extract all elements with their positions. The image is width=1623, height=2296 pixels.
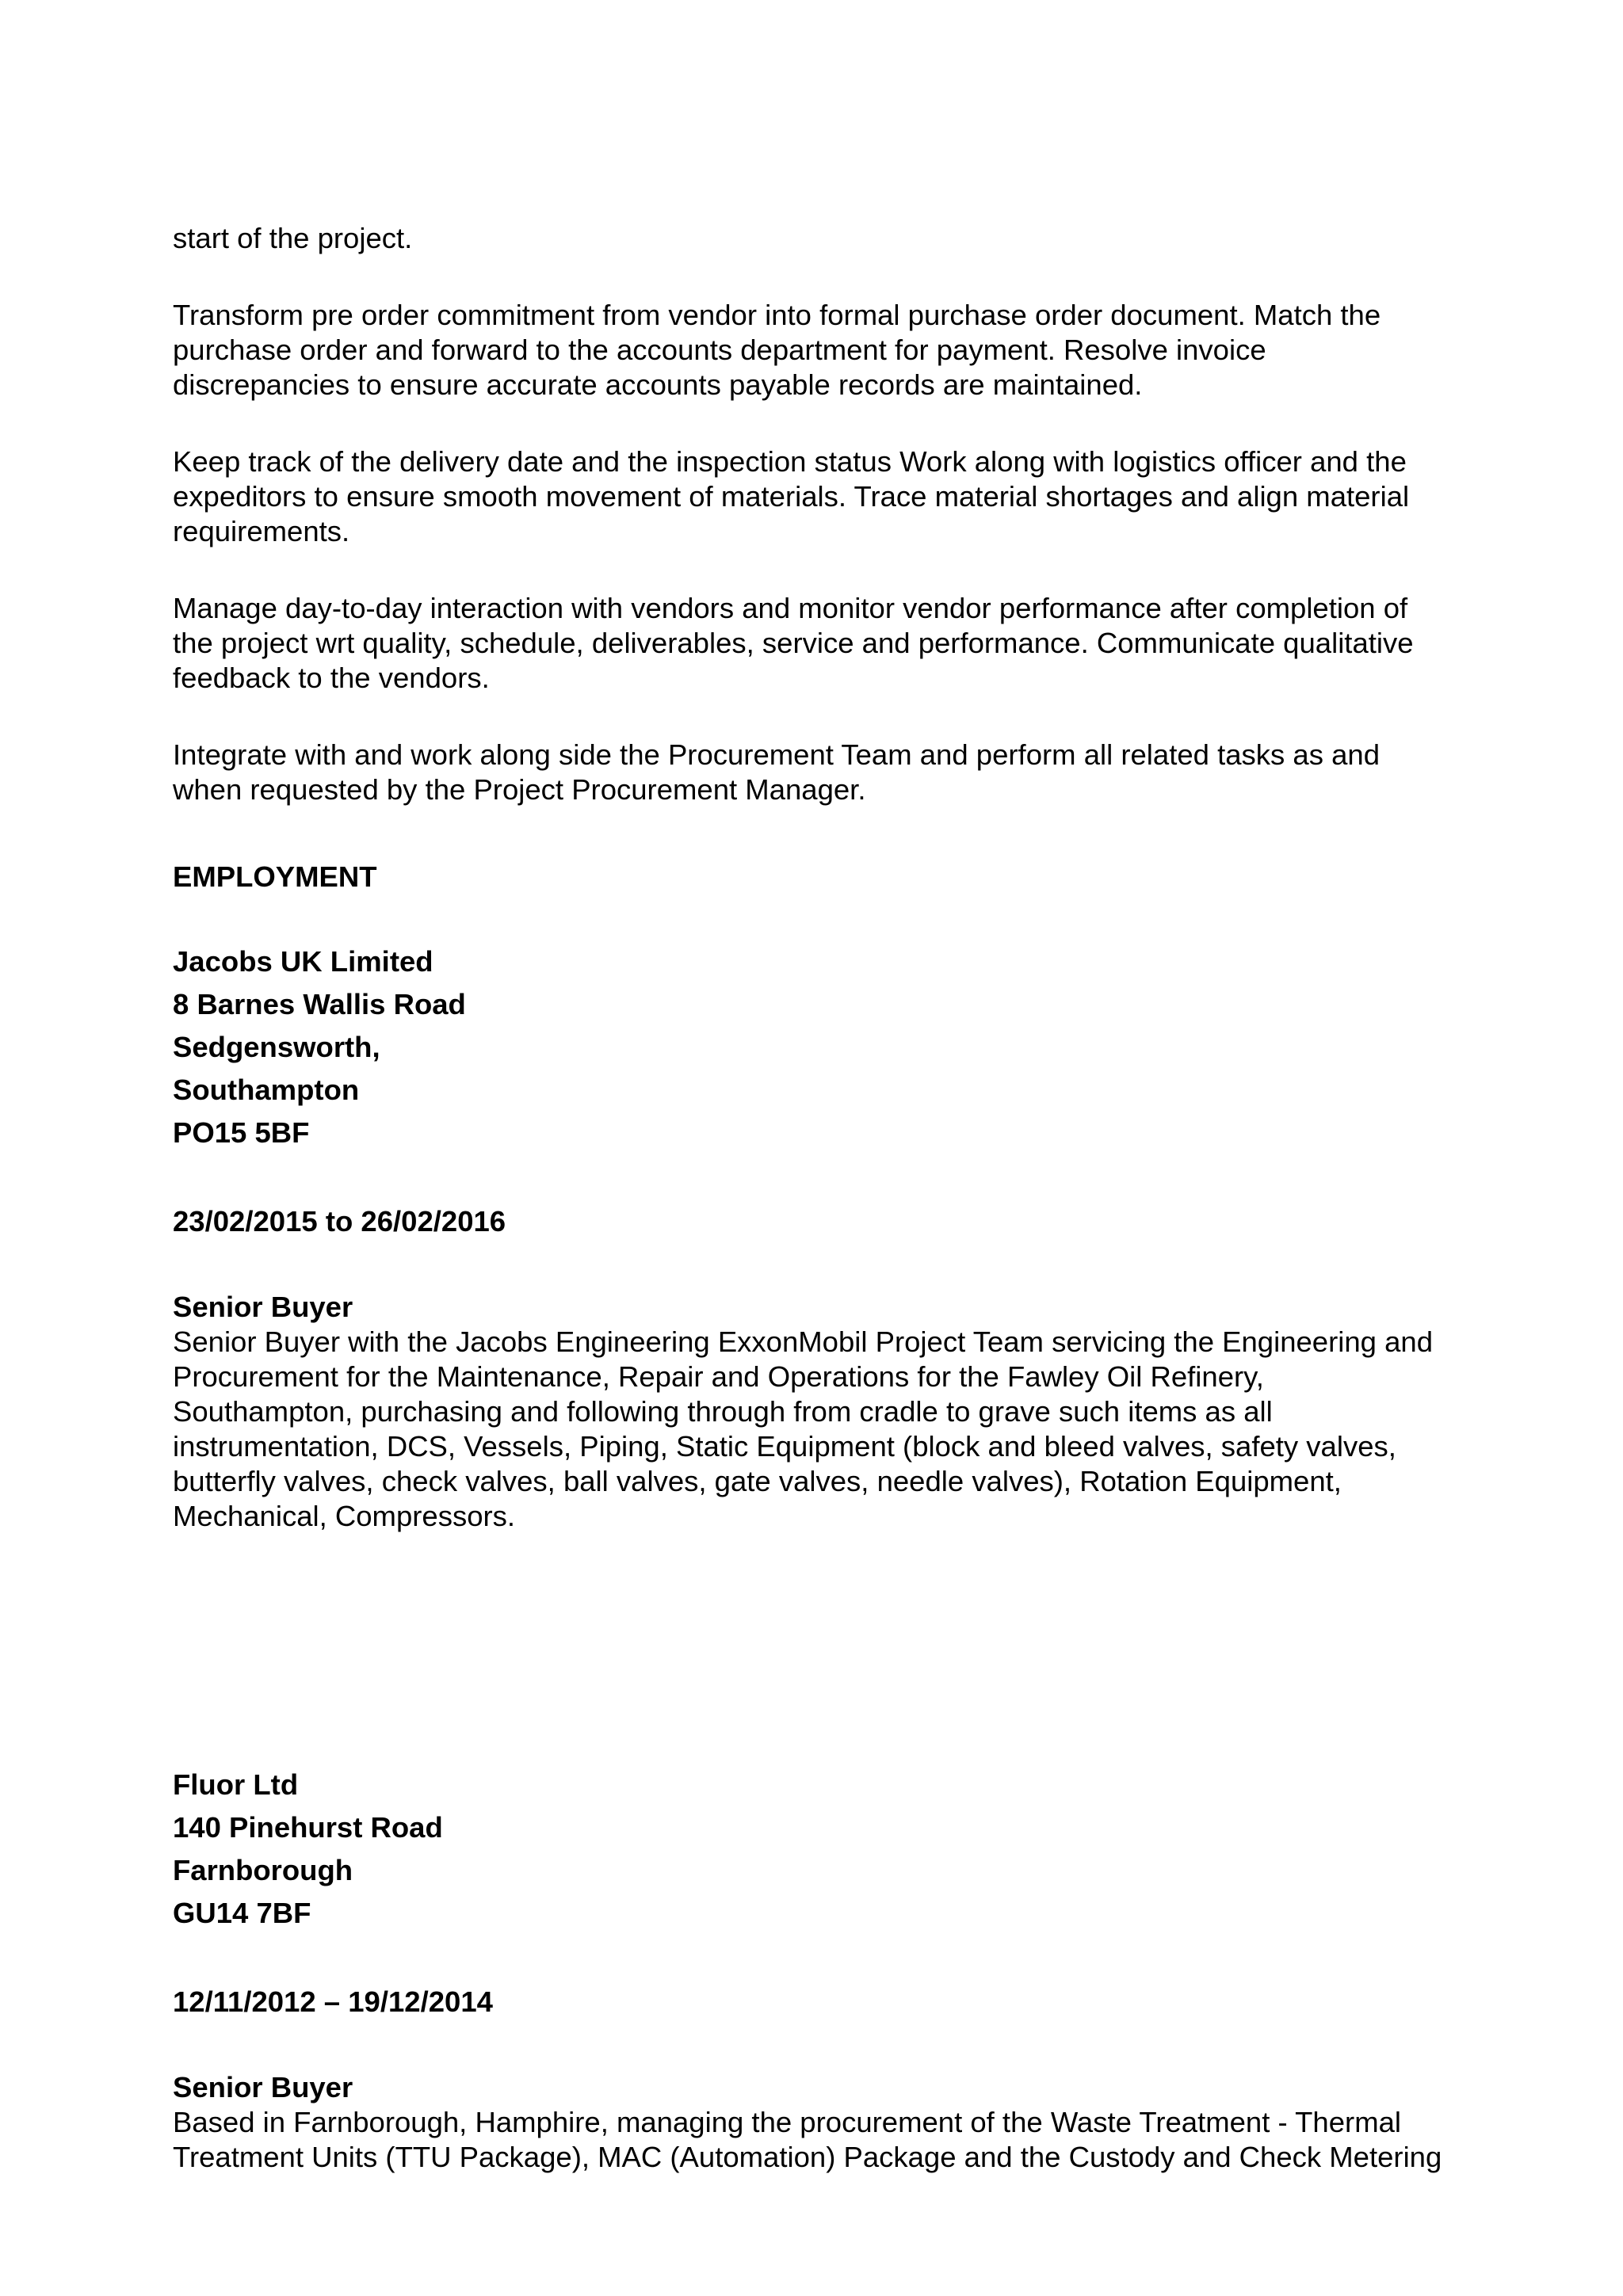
employment-heading: EMPLOYMENT bbox=[173, 860, 377, 893]
paragraph-line: Manage day-to-day interaction with vendors and monitor vendor performance after completion of bbox=[173, 592, 1408, 624]
address-line: 140 Pinehurst Road bbox=[173, 1811, 443, 1844]
job-1-employer-address bbox=[173, 940, 466, 1154]
job-2-title: Senior Buyer bbox=[173, 2071, 353, 2103]
job-1-description bbox=[173, 1325, 1504, 1534]
paragraph-line: Transform pre order commitment from vendor into formal purchase order document. Match the bbox=[173, 299, 1381, 331]
paragraph-line: when requested by the Project Procurement Manager. bbox=[173, 773, 866, 806]
paragraph-line: Integrate with and work along side the Procurement Team and perform all related tasks as and bbox=[173, 738, 1381, 771]
job-2-dates: 12/11/2012 – 19/12/2014 bbox=[173, 1985, 493, 2018]
description-line: Senior Buyer with the Jacobs Engineering ExxonMobil Project Team servicing the Engineering and bbox=[173, 1325, 1433, 1358]
description-line: Mechanical, Compressors. bbox=[173, 1500, 516, 1532]
job-2-employer-address bbox=[173, 1764, 443, 1935]
description-line: instrumentation, DCS, Vessels, Piping, Static Equipment (block and bleed valves, safety valves, bbox=[173, 1430, 1396, 1463]
address-line: Sedgensworth, bbox=[173, 1031, 380, 1063]
job-1-title: Senior Buyer bbox=[173, 1291, 353, 1323]
description-line: butterfly valves, check valves, ball valves, gate valves, needle valves), Rotation Equipment, bbox=[173, 1465, 1342, 1497]
postcode: PO15 5BF bbox=[173, 1116, 310, 1149]
employer-name: Jacobs UK Limited bbox=[173, 945, 433, 978]
paragraph-line: purchase order and forward to the accounts department for payment. Resolve invoice bbox=[173, 334, 1266, 366]
employer-name: Fluor Ltd bbox=[173, 1768, 299, 1801]
description-line: Treatment Units (TTU Package), MAC (Automation) Package and the Custody and Check Metering bbox=[173, 2141, 1442, 2173]
intro-continuation: start of the project. bbox=[173, 222, 413, 254]
job-2-description bbox=[173, 2105, 1504, 2175]
document-page bbox=[173, 0, 1504, 2296]
intro-paragraph-purchase-orders bbox=[173, 298, 1504, 402]
intro-paragraph-delivery-tracking bbox=[173, 444, 1504, 549]
paragraph-line: discrepancies to ensure accurate accounts payable records are maintained. bbox=[173, 368, 1143, 401]
intro-paragraph-vendor-management bbox=[173, 591, 1504, 696]
paragraph-line: Keep track of the delivery date and the inspection status Work along with logistics officer and the bbox=[173, 445, 1407, 478]
paragraph-line: requirements. bbox=[173, 515, 350, 547]
intro-paragraph-procurement-team bbox=[173, 738, 1504, 807]
paragraph-line: feedback to the vendors. bbox=[173, 662, 490, 694]
job-1-dates: 23/02/2015 to 26/02/2016 bbox=[173, 1205, 506, 1238]
description-line: Based in Farnborough, Hamphire, managing the procurement of the Waste Treatment - Thermal bbox=[173, 2106, 1402, 2138]
address-line: Southampton bbox=[173, 1074, 360, 1106]
paragraph-line: the project wrt quality, schedule, deliverables, service and performance. Communicate qualitative bbox=[173, 627, 1414, 659]
description-line: Procurement for the Maintenance, Repair and Operations for the Fawley Oil Refinery, bbox=[173, 1360, 1264, 1393]
description-line: Southampton, purchasing and following through from cradle to grave such items as all bbox=[173, 1395, 1273, 1428]
paragraph-line: expeditors to ensure smooth movement of materials. Trace material shortages and align material bbox=[173, 480, 1410, 513]
address-line: 8 Barnes Wallis Road bbox=[173, 988, 466, 1020]
address-line: Farnborough bbox=[173, 1854, 353, 1886]
postcode: GU14 7BF bbox=[173, 1897, 311, 1929]
